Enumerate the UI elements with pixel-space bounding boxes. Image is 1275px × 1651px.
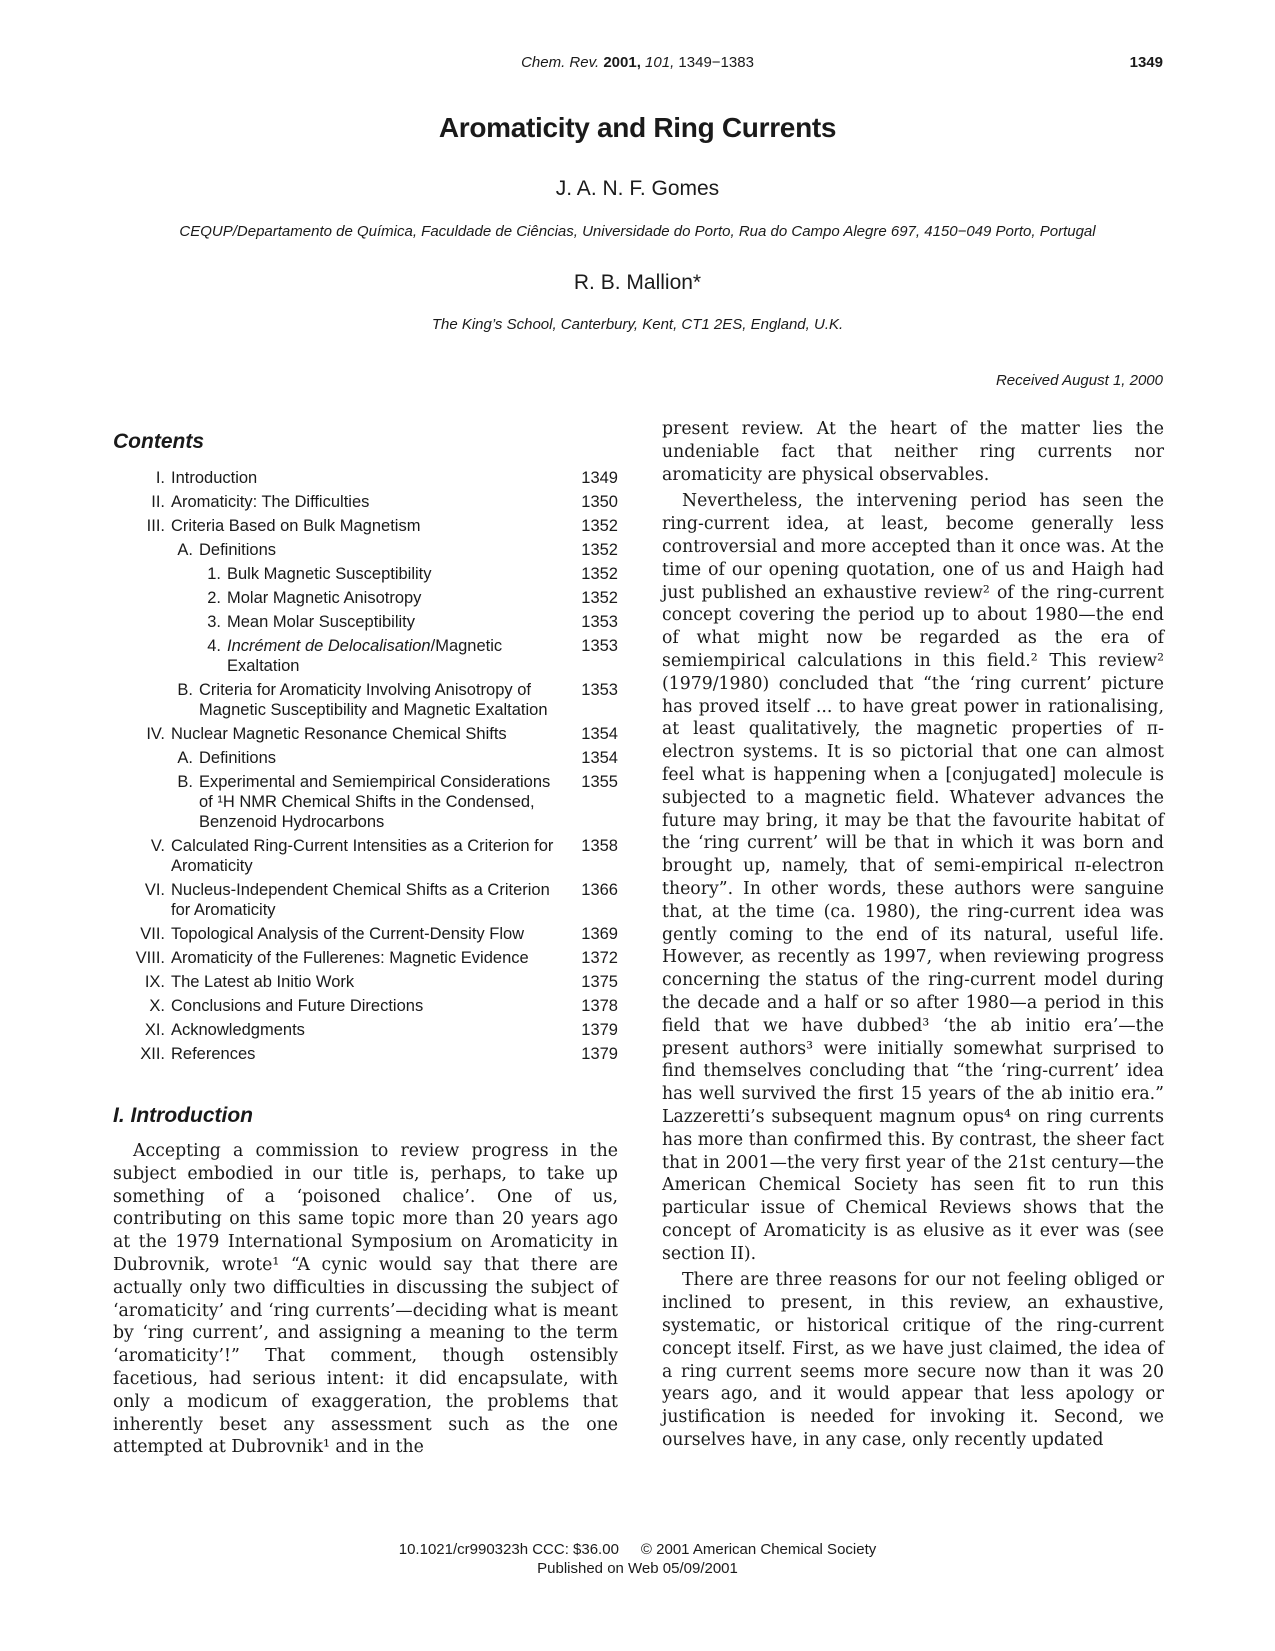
toc-entry-page: 1369 bbox=[581, 925, 618, 943]
toc-entry bbox=[113, 1020, 618, 1040]
toc-entry bbox=[113, 724, 618, 744]
toc-entry bbox=[113, 588, 618, 608]
table-of-contents bbox=[113, 468, 618, 1064]
toc-entry-number: VI. bbox=[144, 881, 165, 899]
toc-entry bbox=[113, 996, 618, 1016]
toc-entry-number: 1. bbox=[207, 565, 221, 583]
toc-entry-title: Bulk Magnetic Susceptibility bbox=[227, 565, 432, 583]
toc-entry bbox=[113, 772, 618, 832]
toc-entry bbox=[113, 680, 618, 720]
toc-entry-title: Molar Magnetic Anisotropy bbox=[227, 589, 422, 607]
toc-entry-page: 1355 bbox=[581, 773, 618, 791]
contents-heading: Contents bbox=[113, 430, 204, 453]
toc-entry-title: Aromaticity of the Fullerenes: Magnetic Evidence bbox=[171, 949, 529, 967]
toc-entry-page: 1354 bbox=[581, 749, 618, 767]
toc-entry-page: 1353 bbox=[581, 637, 618, 655]
toc-entry-page: 1352 bbox=[581, 541, 618, 559]
left-column bbox=[113, 430, 618, 1459]
toc-entry-page: 1366 bbox=[581, 881, 618, 899]
toc-entry-title: Experimental and Semiempirical Considerations of ¹H NMR Chemical Shifts in the Condensed, Benzenoid Hydrocarbons bbox=[199, 773, 551, 831]
toc-entry-title-rest: /Magnetic Exaltation bbox=[227, 637, 503, 675]
toc-entry-number: VII. bbox=[140, 925, 165, 943]
introduction-paragraph: Accepting a commission to review progress in the subject embodied in our title is, perhaps, to take up something of a ‘poisoned chalice’. One of us, contributing on this same topic more than 20 years ago at the 1979 International Symposium on Aromaticity in Dubrovnik, wrote¹ “A cynic would say that there are actually only two difficulties in discussing the subject of ‘aromaticity’ and ‘ring currents’—deciding what is meant by ‘ring current’, and assigning a meaning to the term ‘aromaticity’!” That comment, though ostensibly facetious, had serious intent: it did encapsulate, with only a modicum of exaggeration, the problems that inherently beset any assessment such as the one attempted at Dubrovnik¹ and in the bbox=[113, 1141, 618, 1458]
toc-entry-title: Mean Molar Susceptibility bbox=[227, 613, 415, 631]
author-mallion: R. B. Mallion* bbox=[573, 271, 702, 294]
toc-entry-title: Criteria Based on Bulk Magnetism bbox=[171, 517, 421, 535]
toc-entry-title bbox=[227, 636, 566, 676]
toc-entry bbox=[113, 880, 618, 920]
running-head bbox=[0, 54, 1275, 71]
toc-entry-number: V. bbox=[150, 837, 165, 855]
toc-entry-number: I. bbox=[155, 469, 165, 487]
toc-entry-title: Nucleus-Independent Chemical Shifts as a Criterion for Aromaticity bbox=[171, 881, 550, 919]
copyright-text: © 2001 American Chemical Society bbox=[640, 1541, 877, 1558]
toc-entry bbox=[113, 516, 618, 536]
toc-entry bbox=[113, 636, 618, 676]
published-date: Published on Web 05/09/2001 bbox=[537, 1560, 738, 1577]
toc-entry-page: 1352 bbox=[581, 565, 618, 583]
toc-entry-number: 4. bbox=[207, 637, 221, 655]
toc-entry-number: VIII. bbox=[135, 949, 165, 967]
toc-entry-page: 1353 bbox=[581, 613, 618, 631]
toc-entry-number: X. bbox=[149, 997, 165, 1015]
toc-entry-page: 1353 bbox=[581, 681, 618, 699]
toc-entry bbox=[113, 748, 618, 768]
toc-entry-page: 1379 bbox=[581, 1045, 618, 1063]
toc-entry-number: A. bbox=[177, 541, 193, 559]
toc-entry-page: 1350 bbox=[581, 493, 618, 511]
toc-entry-page: 1378 bbox=[581, 997, 618, 1015]
journal-year: 2001, bbox=[603, 54, 641, 71]
article-title: Aromaticity and Ring Currents bbox=[438, 112, 837, 143]
toc-entry-title: The Latest ab Initio Work bbox=[171, 973, 355, 991]
toc-entry bbox=[113, 492, 618, 512]
toc-entry-number: XII. bbox=[140, 1045, 165, 1063]
toc-entry-title: Conclusions and Future Directions bbox=[171, 997, 424, 1015]
toc-entry-number: 3. bbox=[207, 613, 221, 631]
toc-entry-page: 1372 bbox=[581, 949, 618, 967]
toc-entry bbox=[113, 468, 618, 488]
toc-entry bbox=[113, 1044, 618, 1064]
toc-entry bbox=[113, 924, 618, 944]
toc-entry-number: A. bbox=[177, 749, 193, 767]
toc-entry-title: Nuclear Magnetic Resonance Chemical Shifts bbox=[171, 725, 507, 743]
toc-entry bbox=[113, 948, 618, 968]
toc-entry-title: Definitions bbox=[199, 541, 277, 559]
affiliation-porto: CEQUP/Departamento de Química, Faculdade de Ciências, Universidade do Porto, Rua do Campo Alegre 697, 4150−049 Porto, Portugal bbox=[179, 223, 1096, 240]
toc-entry-page: 1358 bbox=[581, 837, 618, 855]
page-footer bbox=[0, 1540, 1275, 1578]
toc-entry-page: 1352 bbox=[581, 589, 618, 607]
body-paragraph-2: Nevertheless, the intervening period has seen the ring-current idea, at least, become generally less controversial and more accepted than it once was. At the time of our opening quotation, one of us and Haigh had just published an exhaustive review² of the ring-current concept covering the period up to about 1980—the end of what might now be regarded as the era of semiempirical calculations in this field.² This review² (1979/1980) concluded that “the ‘ring current’ picture has proved itself ... to have great power in rationalising, at least qualitatively, the magnetic properties of π-electron systems. It is so pictorial that one can almost feel what is happening when a [conjugated] molecule is subjected to a magnetic field. Whatever advances the future may bring, it may be that the favourite habitat of the ‘ring current’ will be that in which it was born and brought up, namely, that of semi-empirical π-electron theory”. In other words, these authors were sanguine that, at the time (ca. 1980), the ring-current idea was gently coming to the end of its natural, useful life. However, as recently as 1997, when reviewing progress concerning the status of the ring-current model during the decade and a half or so after 1980—a period in this field that we have dubbed³ ‘the ab initio era’—the present authors³ were initially somewhat surprised to find themselves concluding that “the ‘ring-current’ idea has well survived the first 15 years of the ab initio era.” Lazzeretti’s subsequent magnum opus⁴ on ring currents has more than confirmed this. By contrast, the sheer fact that in 2001—the very first year of the 21st century—the American Chemical Society has seen fit to run this particular issue of Chemical Reviews shows that the concept of Aromaticity is as elusive as it ever was (see section II). bbox=[662, 491, 1164, 1264]
toc-entry-number: II. bbox=[151, 493, 165, 511]
toc-entry-title: Topological Analysis of the Current-Density Flow bbox=[171, 925, 525, 943]
doi-text: 10.1021/cr990323h CCC: $36.00 bbox=[398, 1541, 619, 1558]
right-column bbox=[662, 419, 1164, 1452]
journal-volume: 101, bbox=[645, 54, 675, 71]
toc-entry bbox=[113, 540, 618, 560]
toc-entry-number: IX. bbox=[144, 973, 165, 991]
author-gomes: J. A. N. F. Gomes bbox=[555, 177, 720, 200]
toc-entry-title: Definitions bbox=[199, 749, 277, 767]
toc-entry-number: B. bbox=[177, 773, 193, 791]
toc-entry bbox=[113, 972, 618, 992]
toc-entry-page: 1375 bbox=[581, 973, 618, 991]
toc-entry-number: IV. bbox=[146, 725, 165, 743]
journal-pages: 1349−1383 bbox=[678, 54, 754, 71]
toc-entry-title: References bbox=[171, 1045, 256, 1063]
page-number: 1349 bbox=[1129, 54, 1163, 71]
toc-entry-title: Calculated Ring-Current Intensities as a Criterion for Aromaticity bbox=[171, 837, 554, 875]
toc-entry-page: 1379 bbox=[581, 1021, 618, 1039]
toc-entry-number: 2. bbox=[207, 589, 221, 607]
affiliation-canterbury: The King’s School, Canterbury, Kent, CT1 2ES, England, U.K. bbox=[431, 316, 844, 333]
introduction-heading: I. Introduction bbox=[113, 1104, 253, 1127]
toc-entry-title-italic: Incrément de Delocalisation bbox=[227, 637, 431, 655]
toc-entry-page: 1349 bbox=[581, 469, 618, 487]
received-date: Received August 1, 2000 bbox=[995, 372, 1163, 389]
toc-entry bbox=[113, 612, 618, 632]
body-paragraph-1: present review. At the heart of the matter lies the undeniable fact that neither ring currents nor aromaticity are physical observables. bbox=[662, 419, 1164, 485]
toc-entry bbox=[113, 564, 618, 584]
toc-entry-title: Criteria for Aromaticity Involving Anisotropy of Magnetic Susceptibility and Magnetic Exaltation bbox=[199, 681, 548, 719]
toc-entry-title: Introduction bbox=[171, 469, 258, 487]
toc-entry-title: Acknowledgments bbox=[171, 1021, 305, 1039]
toc-entry-number: XI. bbox=[144, 1021, 165, 1039]
body-paragraph-3: There are three reasons for our not feeling obliged or inclined to present, in this review, an exhaustive, systematic, or historical critique of the ring-current concept itself. First, as we have just claimed, the idea of a ring current seems more secure now than it was 20 years ago, and it would appear that less apology or justification is needed for invoking it. Second, we ourselves have, in any case, only recently updated bbox=[662, 1270, 1164, 1451]
toc-entry-title: Aromaticity: The Difficulties bbox=[171, 493, 370, 511]
toc-entry bbox=[113, 836, 618, 876]
toc-entry-number: III. bbox=[146, 517, 165, 535]
toc-entry-number: B. bbox=[177, 681, 193, 699]
toc-entry-page: 1352 bbox=[581, 517, 618, 535]
toc-entry-page: 1354 bbox=[581, 725, 618, 743]
journal-name: Chem. Rev. bbox=[521, 54, 600, 71]
